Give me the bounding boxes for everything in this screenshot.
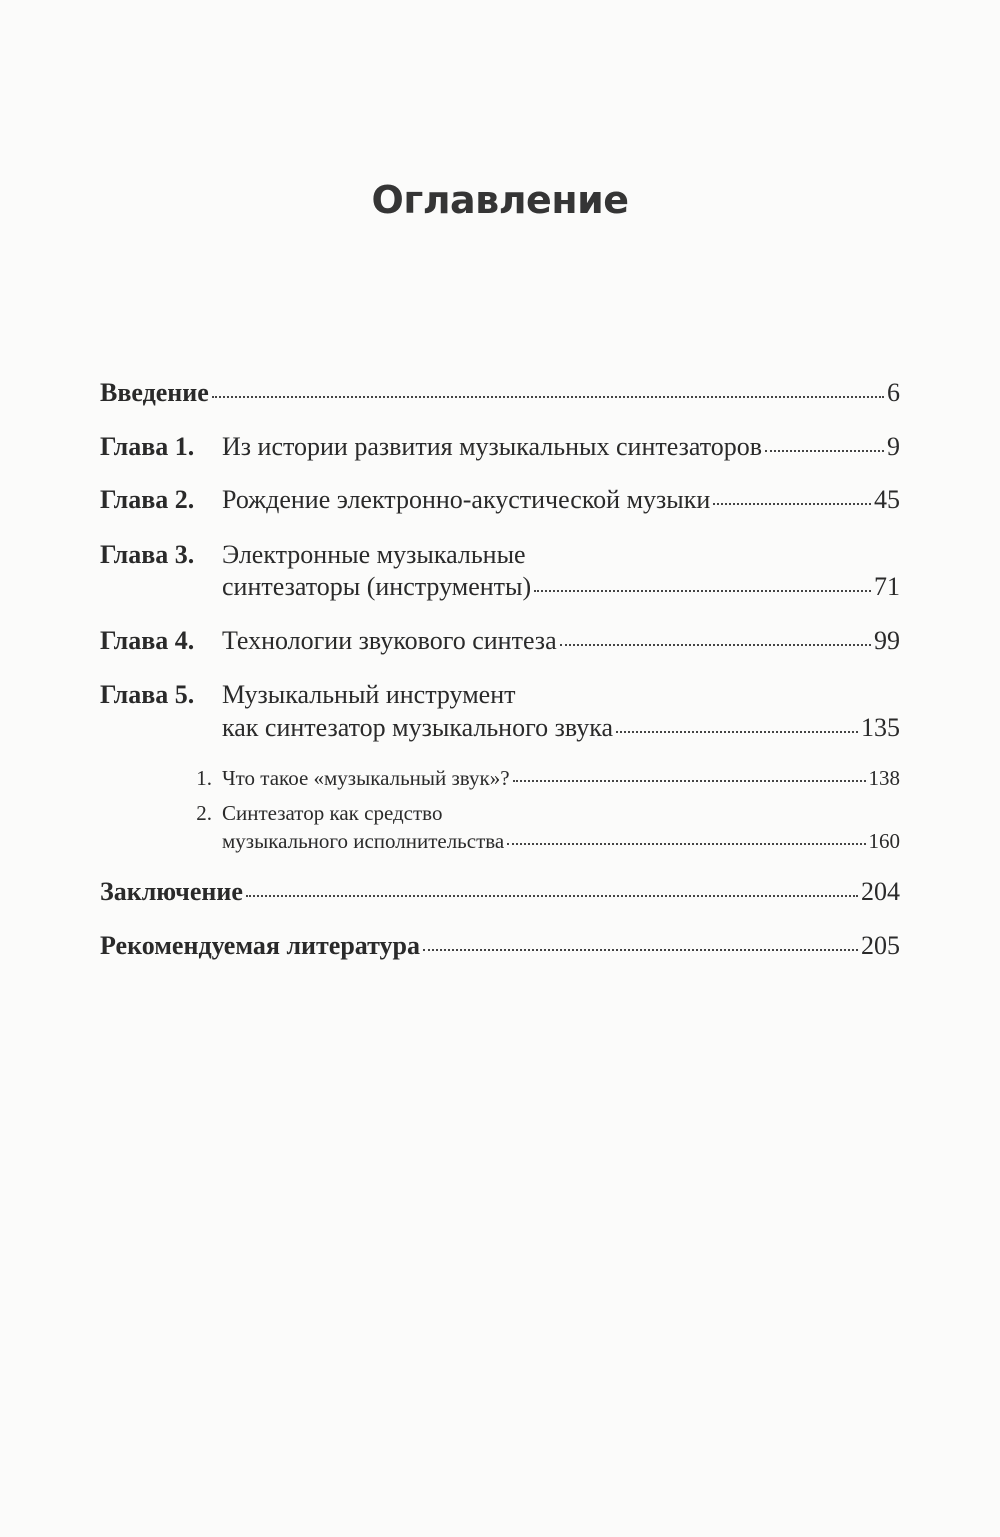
chapter-label: Глава 5. <box>100 680 195 709</box>
toc-entry-conclusion[interactable] <box>100 876 900 908</box>
toc-entry-section-1[interactable] <box>100 764 900 792</box>
chapter-label: Глава 2. <box>100 485 195 514</box>
dot-leader <box>246 895 858 897</box>
dot-leader <box>560 644 871 646</box>
page-number: 135 <box>861 713 900 742</box>
entry-title: Рождение электронно-акустической музыки <box>222 485 711 514</box>
page-title: Оглавление <box>371 178 629 222</box>
entry-title-line2: музыкального исполнительства <box>222 829 505 853</box>
entry-title: Из истории развития музыкальных синтезаторов <box>222 432 763 461</box>
dot-leader <box>507 843 865 845</box>
entry-title-line1: Музыкальный инструмент <box>222 680 516 709</box>
dot-leader <box>616 731 858 733</box>
page-number: 160 <box>868 829 900 853</box>
section-number: 2. <box>196 801 212 825</box>
chapter-label: Глава 4. <box>100 626 195 655</box>
toc-entry-chapter-2[interactable] <box>100 484 900 516</box>
dot-leader <box>713 503 871 505</box>
entry-title-line1: Синтезатор как средство <box>222 801 443 825</box>
page-number: 205 <box>861 931 900 960</box>
toc-entry-intro[interactable] <box>100 377 900 409</box>
dot-leader <box>423 949 858 951</box>
toc-entry-section-2[interactable] <box>100 799 900 827</box>
section-number: 1. <box>196 766 212 790</box>
page-number: 99 <box>874 626 900 655</box>
page-number: 9 <box>887 432 900 461</box>
toc-entry-chapter-3-cont[interactable] <box>100 571 900 603</box>
toc-entry-chapter-5-cont[interactable] <box>100 712 900 744</box>
toc-entry-chapter-3[interactable] <box>100 539 900 571</box>
page-number: 71 <box>874 572 900 601</box>
entry-title: Технологии звукового синтеза <box>222 626 557 655</box>
entry-title: Что такое «музыкальный звук»? <box>222 766 510 790</box>
entry-title: Рекомендуемая литература <box>100 931 420 960</box>
toc-entry-chapter-1[interactable] <box>100 431 900 463</box>
toc-entry-chapter-5[interactable] <box>100 679 900 711</box>
chapter-label: Глава 1. <box>100 432 195 461</box>
chapter-label: Глава 3. <box>100 540 195 569</box>
page-number: 138 <box>868 766 900 790</box>
page-number: 45 <box>874 485 900 514</box>
entry-title: Заключение <box>100 877 243 906</box>
dot-leader <box>212 396 884 398</box>
toc-entry-literature[interactable] <box>100 930 900 962</box>
page-number: 6 <box>887 378 900 407</box>
dot-leader <box>513 780 866 782</box>
toc-entry-chapter-4[interactable] <box>100 625 900 657</box>
dot-leader <box>534 590 871 592</box>
entry-title: Введение <box>100 378 209 407</box>
page-number: 204 <box>861 877 900 906</box>
entry-title-line2: как синтезатор музыкального звука <box>222 713 614 742</box>
entry-title-line2: синтезаторы (инструменты) <box>222 572 532 601</box>
dot-leader <box>765 450 884 452</box>
entry-title-line1: Электронные музыкальные <box>222 540 526 569</box>
toc-entry-section-2-cont[interactable] <box>100 827 900 855</box>
